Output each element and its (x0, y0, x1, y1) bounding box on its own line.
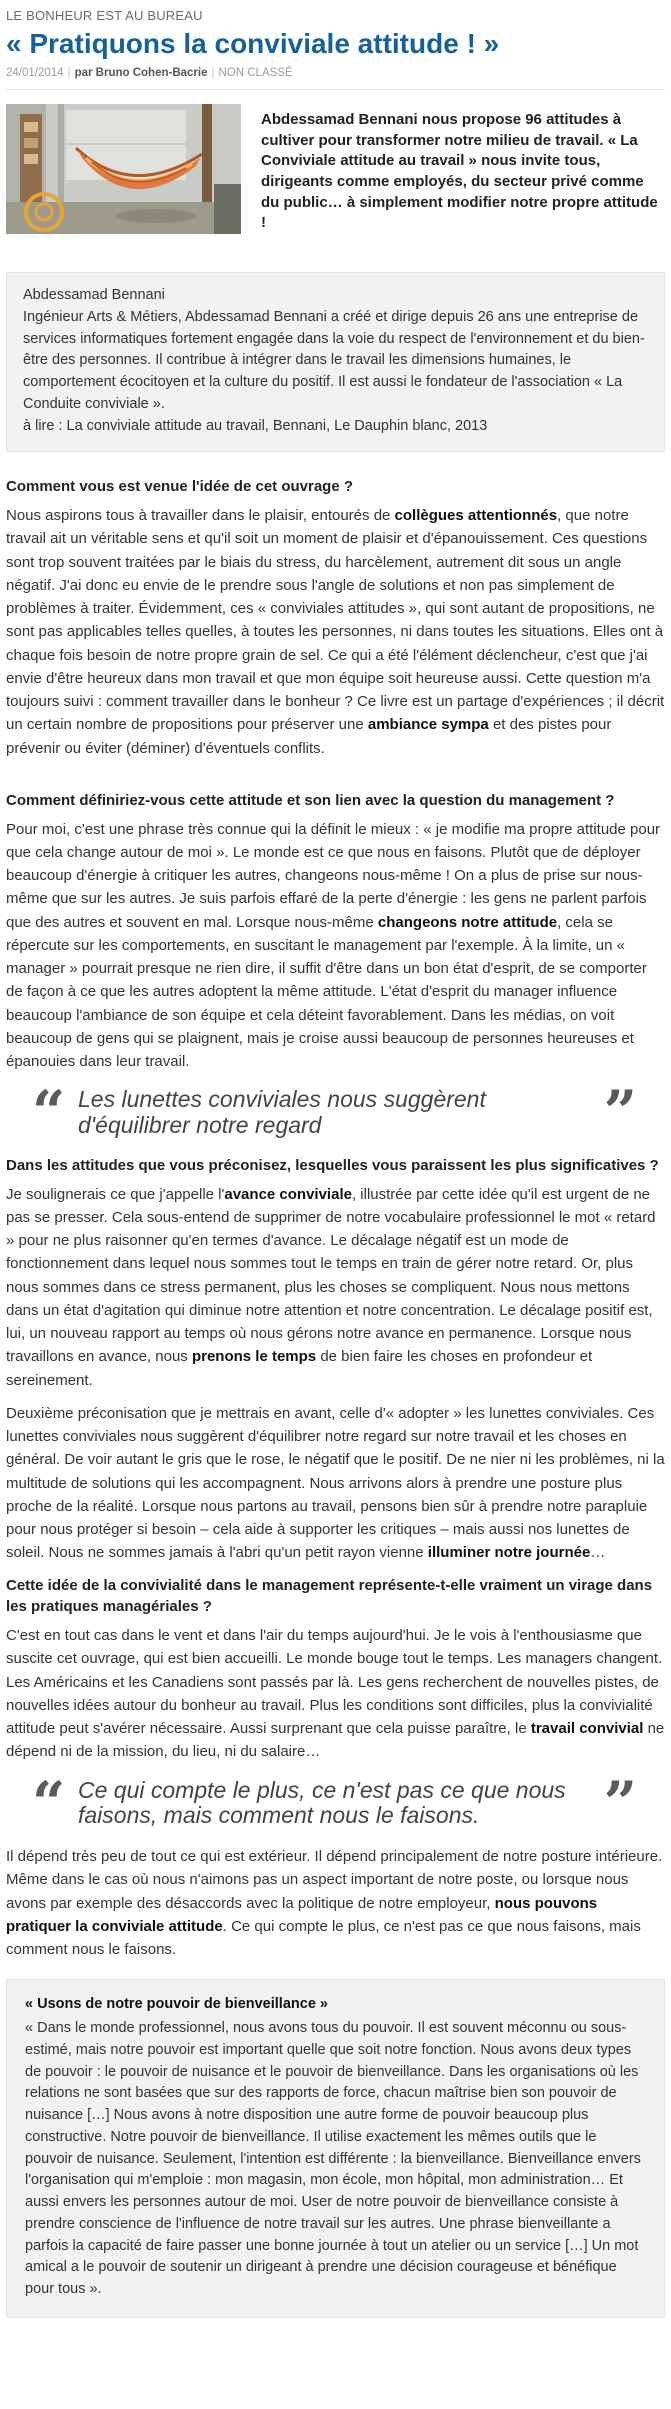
answer-paragraph (6, 1624, 665, 1764)
text-run: ne dépend ni de la mission, du lieu, ni du salaire… (6, 1720, 665, 1761)
article-meta (0, 61, 671, 83)
question-heading: Comment définiriez-vous cette attitude et son lien avec la question du management ? (6, 791, 615, 809)
emphasis: changeons notre attitude (377, 913, 558, 931)
author-prefix: par (74, 67, 93, 80)
emphasis: nous pouvons pratiquer la conviviale attitude (6, 1894, 598, 1935)
open-quote-icon: “ (32, 1768, 66, 1837)
text-run: et des pistes pour prévenir ou éviter (déminer) d'éventuels conflits. (6, 716, 612, 757)
question-heading: Dans les attitudes que vous préconisez, lesquelles vous paraissent les plus significatives ? (6, 1156, 659, 1174)
text-run: … (590, 1544, 606, 1562)
box-title: « Usons de notre pouvoir de bienveillance » (25, 1996, 328, 2013)
post-date: 24/01/2014 (6, 67, 64, 80)
text-run: de bien faire les choses en profondeur et sereinement. (6, 1348, 593, 1389)
text-run: , que notre travail ait un véritable sens et qu'il soit un moment de plaisir et d'épanouissement. Ces questions sont trop souvent traitées par le biais du stress, du harcèlement, autrement dit sous un angle négatif. J'ai donc eu envie de le prendre sous l'angle de solutions et non pas simplement de problèmes à traiter. Évidemment, ces « conviviales attitudes », qui sont autant de propositions, ne sont pas applicables telles quelles, à toutes les personnes, ni dans toutes les situations. Elles ont à chaque fois besoin de notre propre grain de sel. Ce qui a été l'élément déclencheur, c'est que j'ai envie d'être heureux dans mon travail et que mon équipe soit heureuse aussi. Cette question m'a toujours suivi : comment travailler dans le bonheur ? Ce livre est un partage d'expériences ; il décrit un certain nombre de propositions pour préserver une (6, 507, 665, 734)
text-run: Il dépend très peu de tout ce qui est extérieur. Il dépend principalement de notre posture intérieure. Même dans le cas où nous n'aimons pas un aspect important de notre poste, ou lorsque nous avons par exemple des désaccords avec la politique de notre employeur, (6, 1848, 663, 1912)
emphasis: ambiance sympa (367, 716, 489, 734)
pull-quote (6, 1078, 665, 1147)
text-run: Pour moi, c'est une phrase très connue qui la définit le mieux : « je modifie ma propre attitude pour que cela change autour de moi ». Le monde est ce que nous en faisons. Plutôt que de déployer beaucoup d'énergie à critiquer les autres, changeons nous-même ! On a plus de prise sur nous-même que sur les autres. Je suis parfois effaré de la perte d'énergie : les gens ne parlent parfois que des autres et souvent en mal. Lorsque nous-même (6, 820, 661, 931)
question-heading: Comment vous est venue l'idée de cet ouvrage ? (6, 478, 353, 496)
answer-paragraph (6, 1402, 665, 1565)
answer-paragraph (6, 1183, 665, 1392)
pull-quote (6, 1768, 665, 1837)
bio-name: Abdessamad Bennani (23, 287, 165, 304)
answer-paragraph (6, 1845, 665, 1961)
page-title: « Pratiquons la conviviale attitude ! » (6, 28, 500, 60)
pull-quote-text: Les lunettes conviviales nous suggèrent d'équilibrer notre regard (78, 1086, 486, 1139)
emphasis: avance conviviale (224, 1185, 352, 1203)
text-run: , illustrée par cette idée qu'il est urgent de ne pas se presser. Cela sous-entend de supprimer de notre vocabulaire professionnel le mot « retard » pour ne plus raisonner qu'en termes d'avance. Le décalage négatif est un mode de fonctionnement dans lequel nous sommes tout le temps en train de gérer notre retard. Or, plus nous sommes dans ce stress permanent, plus les choses se compliquent. Nous nous mettons dans un état d'agitation qui diminue notre attention et notre concentration. Le décalage positif est, lui, un nouveau rapport au temps où nous gérons notre avance en permanence. Lorsque nous travaillons en avance, nous (6, 1185, 656, 1366)
interview-body (0, 476, 671, 1961)
answer-paragraph (6, 504, 665, 760)
pull-quote-text: Ce qui compte le plus, ce n'est pas ce que nous faisons, mais comment nous le faisons. (78, 1776, 566, 1829)
emphasis: travail convivial (530, 1720, 644, 1738)
bio-reading: à lire : La conviviale attitude au travail, Bennani, Le Dauphin blanc, 2013 (23, 417, 488, 434)
question-heading: Cette idée de la convivialité dans le management représente-t-elle vraiment un virage dans les pratiques managériales ? (6, 1576, 653, 1616)
text-run: Je soulignerais ce que j'appelle l' (6, 1185, 225, 1203)
hero (0, 90, 671, 234)
text-run: Deuxième préconisation que je mettrais en avant, celle d'« adopter » les lunettes conviviales. Ces lunettes conviviales nous suggèrent d'équilibrer notre regard sur notre travail et les choses en général. De voir autant le gris que le rose, le négatif que le positif. De ne nier ni les problèmes, ni la multitude de solutions qui les accompagnent. Nous arrivons alors à prendre une posture plus proche de la réalité. Lorsque nous partons au travail, pensons bien sûr à prendre notre parapluie pour nous protéger si besoin – cela aide à supporter les critiques – mais aussi nos lunettes de soleil. Nous ne sommes jamais à l'abri qu'un petit rayon vienne (6, 1404, 665, 1562)
close-quote-icon: ” (603, 1078, 637, 1147)
text-run: . Ce qui compte le plus, ce n'est pas ce que nous faisons, mais comment nous le faisons. (6, 1917, 641, 1959)
author-bio-box (6, 272, 665, 452)
bio-text: Ingénieur Arts & Métiers, Abdessamad Bennani a créé et dirige depuis 26 ans une entreprise de services informatiques fortement engagée dans la voie du respect de l'environnement et du bien-être des personnes. Il contribue à intégrer dans le travail les dimensions humaines, le comportement écocitoyen et la culture du positif. Il est aussi le fondateur de l'association « La Conduite conviviale ». (23, 308, 645, 412)
text-run: , cela se répercute sur les comportements, en suscitant le management par l'exemple. À la limite, un « manager » pourrait presque ne rien dire, il suffit d'être dans un bon état d'esprit, de se comporter de façon à ce que les autres adoptent la même attitude. L'état d'esprit du manager influence beaucoup l'ambiance de son équipe et cela déteint favorablement. Dans les médias, on voit beaucoup de gens qui se plaignent, mais je croise aussi beaucoup de personnes heureuses et épanouies dans leur travail. (6, 913, 647, 1071)
meta-separator: | (67, 67, 71, 80)
tag-link[interactable]: NON CLASSÉ (218, 67, 293, 80)
text-run: Nous aspirons tous à travailler dans le plaisir, entourés de (6, 507, 395, 525)
emphasis: collègues attentionnés (394, 507, 558, 525)
box-text: « Dans le monde professionnel, nous avons tous du pouvoir. Il est souvent méconnu ou sous-estimé, mais notre pouvoir est important quelle que soit notre fonction. Nous avons deux types de pouvoir : le pouvoir de nuisance et le pouvoir de bienveillance. Dans les organisations où les relations ne sont basées que sur des rapports de force, chacun maîtrise bien son pouvoir de nuisance […] Nous avons à notre disposition une autre forme de pouvoir beaucoup plus constructive. Notre pouvoir de bienveillance. Il utilise exactement les mêmes outils que le pouvoir de nuisance. Seulement, l'intention est différente : la bienveillance. Bienveillance envers l'organisation qui m'emploie : mon magasin, mon école, mon hôpital, mon administration… Et aussi envers les personnes autour de moi. User de notre pouvoir de bienveillance consiste à prendre conscience de l'influence de notre travail sur les autres. Une phrase bienveillante a parfois la capacité de faire passer une bonne journée à tout un atelier ou un service […] Un mot amical a le pouvoir de soutenir un dirigeant à prendre une décision courageuse et bénéfique pour tous ». (25, 2020, 641, 2298)
author-link[interactable]: Bruno Cohen-Bacrie (95, 67, 208, 80)
lead-paragraph: Abdessamad Bennani nous propose 96 attitudes à cultiver pour transformer notre milieu de travail. « La Conviviale attitude au travail » nous invite tous, dirigeants comme employés, du secteur privé comme du public… à simplement modifier notre propre attitude ! (261, 110, 658, 232)
emphasis: prenons le temps (191, 1348, 317, 1366)
sidebar-quote-box (6, 1979, 665, 2318)
open-quote-icon: “ (32, 1078, 66, 1147)
meta-separator: | (211, 67, 215, 80)
category-link[interactable]: LE BONHEUR EST AU BUREAU (6, 8, 203, 23)
emphasis: illuminer notre journée (427, 1544, 591, 1562)
office-hammock-illustration (6, 104, 241, 234)
text-run: C'est en tout cas dans le vent et dans l'air du temps aujourd'hui. Je le vois à l'enthousiasme que suscite cet ouvrage, qui est bien accueilli. Le monde bouge tout le temps. Les managers changent. Les Américains et les Canadiens sont passés par là. Les gens recherchent de nouvelles pistes, de nouvelles idées autour du bonheur au travail. Plus les conditions sont difficiles, plus la convivialité attitude peut s'avérer nécessaire. Aussi surprenant que cela puisse paraître, le (6, 1627, 663, 1738)
hero-image (6, 104, 241, 234)
close-quote-icon: ” (603, 1768, 637, 1837)
answer-paragraph (6, 818, 665, 1074)
